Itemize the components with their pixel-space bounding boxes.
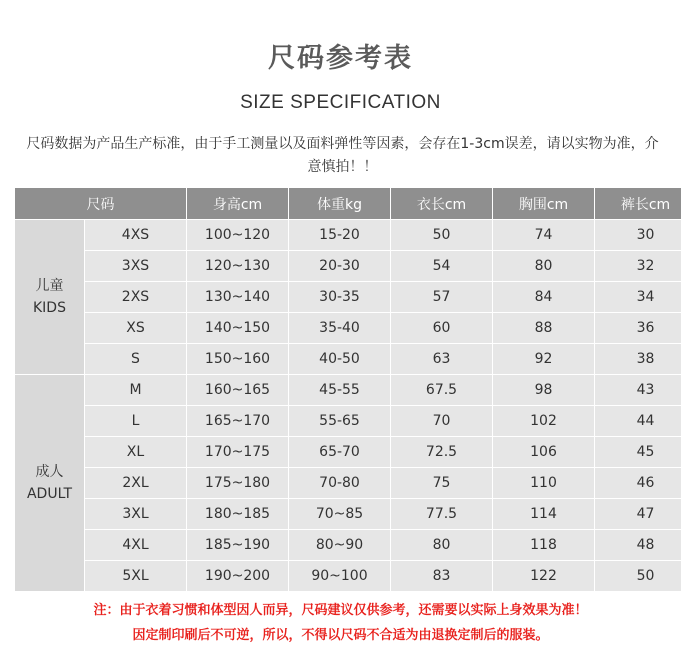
header-height: 身高cm	[187, 188, 289, 220]
cell-height: 160~165	[187, 375, 289, 406]
cell-size: M	[85, 375, 187, 406]
cell-pants: 43	[595, 375, 681, 406]
cell-height: 140~150	[187, 313, 289, 344]
table-row	[15, 468, 681, 499]
table-row	[15, 499, 681, 530]
cell-length: 72.5	[391, 437, 493, 468]
cell-height: 175~180	[187, 468, 289, 499]
cell-weight: 40-50	[289, 344, 391, 375]
cell-size: L	[85, 406, 187, 437]
cell-pants: 36	[595, 313, 681, 344]
table-row	[15, 344, 681, 375]
page-subtitle: SIZE SPECIFICATION	[240, 92, 441, 113]
cell-weight: 90~100	[289, 561, 391, 592]
group-label	[15, 220, 85, 375]
cell-height: 190~200	[187, 561, 289, 592]
cell-length: 54	[391, 251, 493, 282]
cell-chest: 98	[493, 375, 595, 406]
table-row	[15, 530, 681, 561]
table-row	[15, 561, 681, 592]
table-row	[15, 406, 681, 437]
cell-size: 3XS	[85, 251, 187, 282]
cell-chest: 110	[493, 468, 595, 499]
cell-pants: 45	[595, 437, 681, 468]
cell-size: 3XL	[85, 499, 187, 530]
cell-chest: 106	[493, 437, 595, 468]
cell-length: 63	[391, 344, 493, 375]
cell-height: 185~190	[187, 530, 289, 561]
cell-pants: 44	[595, 406, 681, 437]
cell-chest: 74	[493, 220, 595, 251]
header-size: 尺码	[15, 188, 187, 220]
footer-line-1: 注：由于衣着习惯和体型因人而异，尺码建议仅供参考，还需要以实际上身效果为准！	[93, 603, 588, 618]
cell-size: XL	[85, 437, 187, 468]
cell-weight: 65-70	[289, 437, 391, 468]
cell-size: 2XL	[85, 468, 187, 499]
cell-length: 83	[391, 561, 493, 592]
cell-height: 100~120	[187, 220, 289, 251]
table-row	[15, 437, 681, 468]
cell-pants: 48	[595, 530, 681, 561]
cell-chest: 84	[493, 282, 595, 313]
cell-pants: 34	[595, 282, 681, 313]
cell-size: S	[85, 344, 187, 375]
cell-chest: 118	[493, 530, 595, 561]
cell-length: 75	[391, 468, 493, 499]
cell-pants: 30	[595, 220, 681, 251]
cell-weight: 20-30	[289, 251, 391, 282]
cell-weight: 30-35	[289, 282, 391, 313]
cell-height: 120~130	[187, 251, 289, 282]
table-row	[15, 251, 681, 282]
header-chest: 胸围cm	[493, 188, 595, 220]
table-row	[15, 282, 681, 313]
footer-line-2: 因定制印刷后不可逆，所以，不得以尺码不合适为由退换定制后的服装。	[132, 628, 549, 643]
table-body	[15, 220, 681, 592]
cell-height: 130~140	[187, 282, 289, 313]
header-weight: 体重kg	[289, 188, 391, 220]
table-row	[15, 375, 681, 406]
cell-size: 5XL	[85, 561, 187, 592]
cell-weight: 45-55	[289, 375, 391, 406]
table-row	[15, 220, 681, 251]
cell-weight: 55-65	[289, 406, 391, 437]
cell-size: 4XS	[85, 220, 187, 251]
cell-length: 50	[391, 220, 493, 251]
cell-size: 4XL	[85, 530, 187, 561]
group-label-en: KIDS	[33, 300, 66, 316]
group-label-cn: 成人	[35, 464, 64, 480]
cell-weight: 80~90	[289, 530, 391, 561]
cell-height: 165~170	[187, 406, 289, 437]
cell-size: 2XS	[85, 282, 187, 313]
cell-pants: 38	[595, 344, 681, 375]
cell-pants: 46	[595, 468, 681, 499]
cell-chest: 122	[493, 561, 595, 592]
cell-weight: 35-40	[289, 313, 391, 344]
cell-height: 150~160	[187, 344, 289, 375]
cell-pants: 32	[595, 251, 681, 282]
cell-weight: 70~85	[289, 499, 391, 530]
cell-height: 170~175	[187, 437, 289, 468]
cell-chest: 92	[493, 344, 595, 375]
cell-chest: 114	[493, 499, 595, 530]
page-title: 尺码参考表	[268, 43, 413, 74]
cell-length: 77.5	[391, 499, 493, 530]
size-note: 尺码数据为产品生产标准，由于手工测量以及面料弹性等因素，会存在1-3cm误差，请以实物为准，介意慎拍！！	[26, 136, 659, 175]
cell-size: XS	[85, 313, 187, 344]
group-label-cn: 儿童	[35, 278, 64, 294]
header-length: 衣长cm	[391, 188, 493, 220]
size-table	[14, 187, 681, 592]
cell-chest: 88	[493, 313, 595, 344]
cell-length: 80	[391, 530, 493, 561]
cell-weight: 70-80	[289, 468, 391, 499]
cell-pants: 50	[595, 561, 681, 592]
cell-pants: 47	[595, 499, 681, 530]
cell-chest: 80	[493, 251, 595, 282]
cell-chest: 102	[493, 406, 595, 437]
header-pants-length: 裤长cm	[595, 188, 681, 220]
group-label-en: ADULT	[26, 486, 73, 502]
cell-weight: 15-20	[289, 220, 391, 251]
table-header-row	[15, 188, 681, 220]
footer-notice	[0, 598, 681, 648]
cell-height: 180~185	[187, 499, 289, 530]
cell-length: 57	[391, 282, 493, 313]
table-row	[15, 313, 681, 344]
cell-length: 67.5	[391, 375, 493, 406]
cell-length: 60	[391, 313, 493, 344]
cell-length: 70	[391, 406, 493, 437]
group-label	[15, 375, 85, 592]
